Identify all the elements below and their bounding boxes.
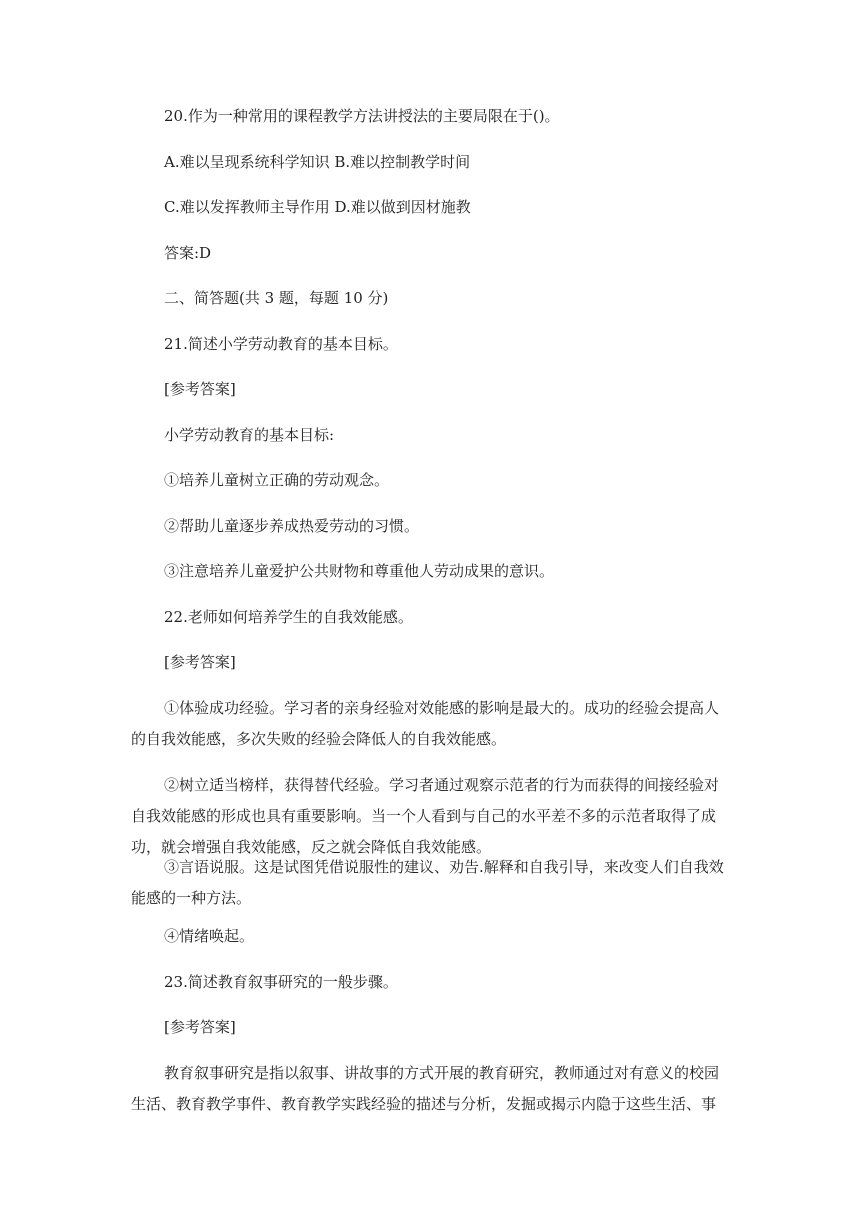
question-21-point-1: ①培养儿童树立正确的劳动观念。 bbox=[164, 471, 390, 489]
text-line: ①体验成功经验。学习者的亲身经验对效能感的影响是最大的。成功的经验会提高人 bbox=[164, 699, 720, 717]
question-23-answer-paragraph bbox=[131, 1058, 737, 1120]
question-22-point-3 bbox=[131, 852, 737, 914]
text-line: 教育叙事研究是指以叙事、讲故事的方式开展的教育研究，教师通过对有意义的校园 bbox=[164, 1064, 720, 1082]
text-line: ②树立适当榜样，获得替代经验。学习者通过观察示范者的行为而获得的间接经验对 bbox=[164, 776, 720, 794]
text-line: 能感的一种方法。 bbox=[131, 889, 252, 907]
question-20: 20.作为一种常用的课程教学方法讲授法的主要局限在于()。 bbox=[164, 107, 560, 125]
question-21-reference-label: [参考答案] bbox=[164, 380, 236, 398]
question-22-point-2 bbox=[131, 770, 737, 863]
question-21-point-3: ③注意培养儿童爱护公共财物和尊重他人劳动成果的意识。 bbox=[164, 562, 555, 580]
question-23: 23.简述教育叙事研究的一般步骤。 bbox=[164, 973, 398, 991]
text-line: 的自我效能感，多次失败的经验会降低人的自我效能感。 bbox=[131, 730, 507, 748]
question-20-options-ab: A.难以呈现系统科学知识 B.难以控制教学时间 bbox=[164, 153, 471, 171]
question-22-point-4: ④情绪唤起。 bbox=[164, 927, 255, 945]
question-21-point-2: ②帮助儿童逐步养成热爱劳动的习惯。 bbox=[164, 517, 420, 535]
question-23-reference-label: [参考答案] bbox=[164, 1018, 236, 1036]
question-21-intro: 小学劳动教育的基本目标: bbox=[164, 426, 335, 444]
question-21: 21.简述小学劳动教育的基本目标。 bbox=[164, 335, 398, 353]
question-22: 22.老师如何培养学生的自我效能感。 bbox=[164, 608, 413, 626]
question-20-answer: 答案:D bbox=[164, 244, 212, 262]
section-heading-short-answer: 二、简答题(共 3 题，每题 10 分) bbox=[164, 289, 389, 307]
question-22-point-1 bbox=[131, 693, 737, 755]
text-line: ③言语说服。这是试图凭借说服性的建议、劝告.解释和自我引导，来改变人们自我效 bbox=[164, 858, 724, 876]
text-line: 自我效能感的形成也具有重要影响。当一个人看到与自己的水平差不多的示范者取得了成 bbox=[131, 807, 717, 825]
text-line: 生活、教育教学事件、教育教学实践经验的描述与分析，发掘或揭示内隐于这些生活、事 bbox=[131, 1095, 717, 1113]
question-22-reference-label: [参考答案] bbox=[164, 653, 236, 671]
question-20-options-cd: C.难以发挥教师主导作用 D.难以做到因材施教 bbox=[164, 198, 471, 216]
text-line: 功，就会增强自我效能感，反之就会降低自我效能感。 bbox=[131, 838, 492, 856]
